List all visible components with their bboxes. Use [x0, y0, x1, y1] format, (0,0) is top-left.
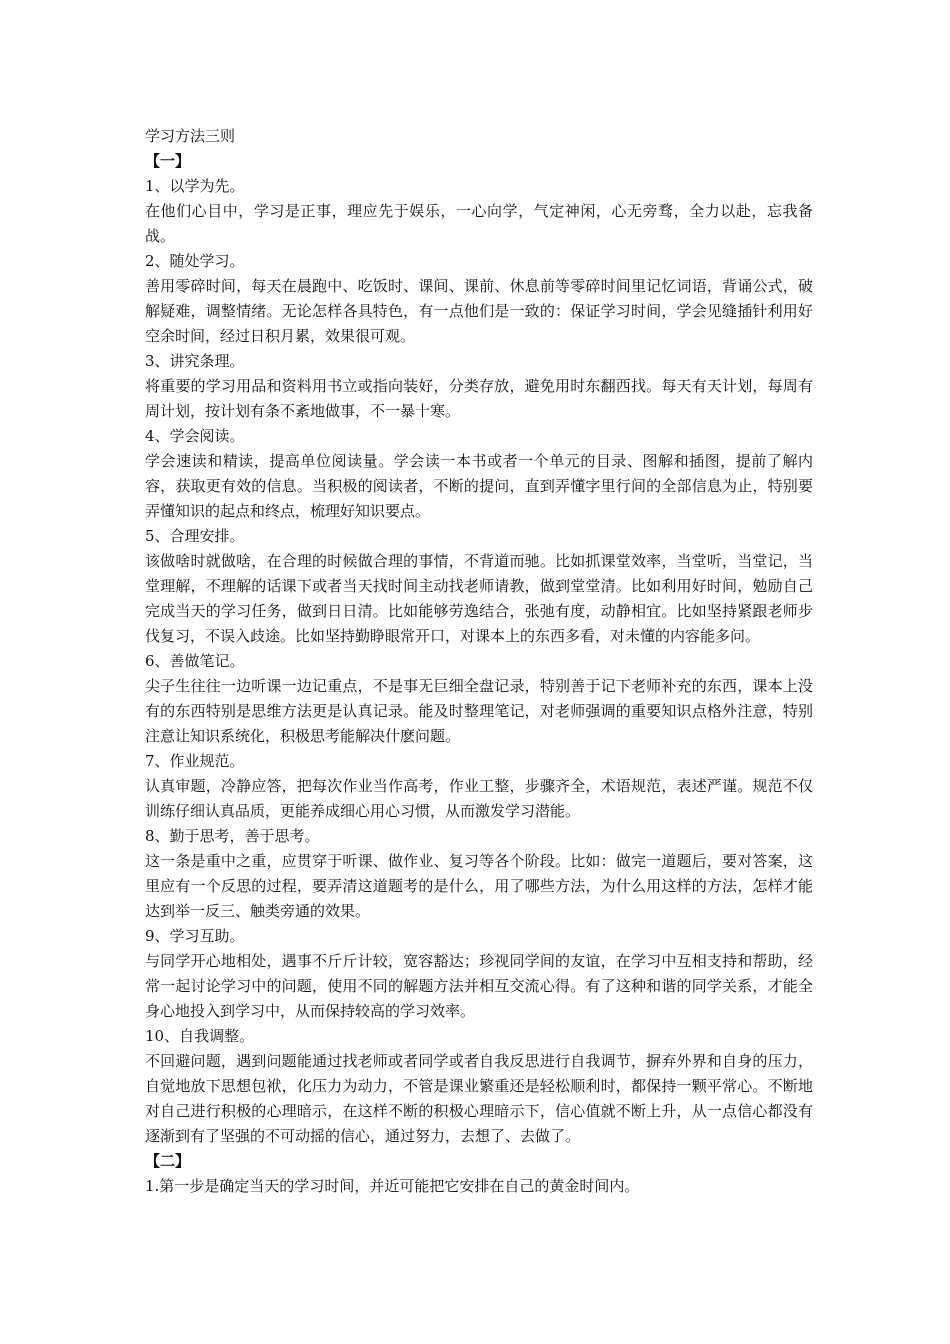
section-mark-2: 【二】 [145, 1152, 191, 1170]
item-heading: 10、自我调整。 [145, 1027, 255, 1045]
item-body: 认真审题，冷静应答，把每次作业当作高考，作业工整，步骤齐全，术语规范，表述严谨。规范不仅训练仔细认真品质，更能养成细心用心习惯，从而激发学习潜能。 [145, 777, 813, 820]
item-body: 学会速读和精读，提高单位阅读量。学会读一本书或者一个单元的目录、图解和插图，提前了解内容，获取更有效的信息。当积极的阅读者，不断的提问，直到弄懂字里行间的全部信息为止，特别要弄懂知识的起点和终点，梳理好知识要点。 [145, 452, 813, 520]
item-body: 尖子生往往一边听课一边记重点，不是事无巨细全盘记录，特别善于记下老师补充的东西，课本上没有的东西特别是思维方法更是认真记录。能及时整理笔记，对老师强调的重要知识点格外注意，特别注意让知识系统化，积极思考能解决什麽问题。 [145, 677, 813, 745]
item-heading: 7、作业规范。 [145, 752, 245, 770]
item-heading: 5、合理安排。 [145, 527, 245, 545]
document-title: 学习方法三则 [145, 127, 236, 145]
section-2 [145, 1174, 813, 1199]
item-body: 1.第一步是确定当天的学习时间，并近可能把它安排在自己的黄金时间内。 [145, 1177, 640, 1195]
item-heading: 9、学习互助。 [145, 927, 245, 945]
item-heading: 8、勤于思考，善于思考。 [145, 827, 320, 845]
item-body: 在他们心目中，学习是正事，理应先于娱乐，一心向学，气定神闲，心无旁骛，全力以赴，忘我备战。 [145, 202, 813, 245]
section-mark-1: 【一】 [145, 152, 191, 170]
item-body: 将重要的学习用品和资料用书立或指向装好，分类存放，避免用时东翻西找。每天有天计划，每周有周计划，按计划有条不紊地做事，不一暴十寒。 [145, 377, 813, 420]
item-heading: 3、讲究条理。 [145, 352, 245, 370]
item-heading: 6、善做笔记。 [145, 652, 245, 670]
item-body: 与同学开心地相处，遇事不斤斤计较，宽容豁达；珍视同学间的友谊，在学习中互相支持和帮助，经常一起讨论学习中的问题，使用不同的解题方法并相互交流心得。有了这种和谐的同学关系，才能全身心地投入到学习中，从而保持较高的学习效率。 [145, 952, 813, 1020]
item-body: 不回避问题，遇到问题能通过找老师或者同学或者自我反思进行自我调节，摒弃外界和自身的压力，自觉地放下思想包袱，化压力为动力，不管是课业繁重还是轻松顺利时，都保持一颗平常心。不断地对自己进行积极的心理暗示，在这样不断的积极心理暗示下，信心值就不断上升，从一点信心都没有逐渐到有了坚强的不可动摇的信心，通过努力，去想了、去做了。 [145, 1052, 813, 1145]
document-page [145, 124, 813, 1199]
item-body: 善用零碎时间，每天在晨跑中、吃饭时、课间、课前、休息前等零碎时间里记忆词语，背诵公式，破解疑难，调整情绪。无论怎样各具特色，有一点他们是一致的：保证学习时间，学会见缝插针利用好空余时间，经过日积月累，效果很可观。 [145, 277, 813, 345]
item-heading: 2、随处学习。 [145, 252, 245, 270]
item-body: 这一条是重中之重，应贯穿于听课、做作业、复习等各个阶段。比如：做完一道题后，要对答案，这里应有一个反思的过程，要弄清这道题考的是什么，用了哪些方法，为什么用这样的方法，怎样才能达到举一反三、触类旁通的效果。 [145, 852, 813, 920]
item-heading: 4、学会阅读。 [145, 427, 245, 445]
item-heading: 1、以学为先。 [145, 177, 245, 195]
item-body: 该做啥时就做啥，在合理的时候做合理的事情，不背道而驰。比如抓课堂效率，当堂听，当堂记，当堂理解，不理解的话课下或者当天找时间主动找老师请教，做到堂堂清。比如利用好时间，勉励自己完成当天的学习任务，做到日日清。比如能够劳逸结合，张弛有度，动静相宜。比如坚持紧跟老师步伐复习，不误入歧途。比如坚持勤睁眼常开口，对课本上的东西多看，对未懂的内容能多问。 [145, 552, 813, 645]
section-1 [145, 174, 813, 1149]
